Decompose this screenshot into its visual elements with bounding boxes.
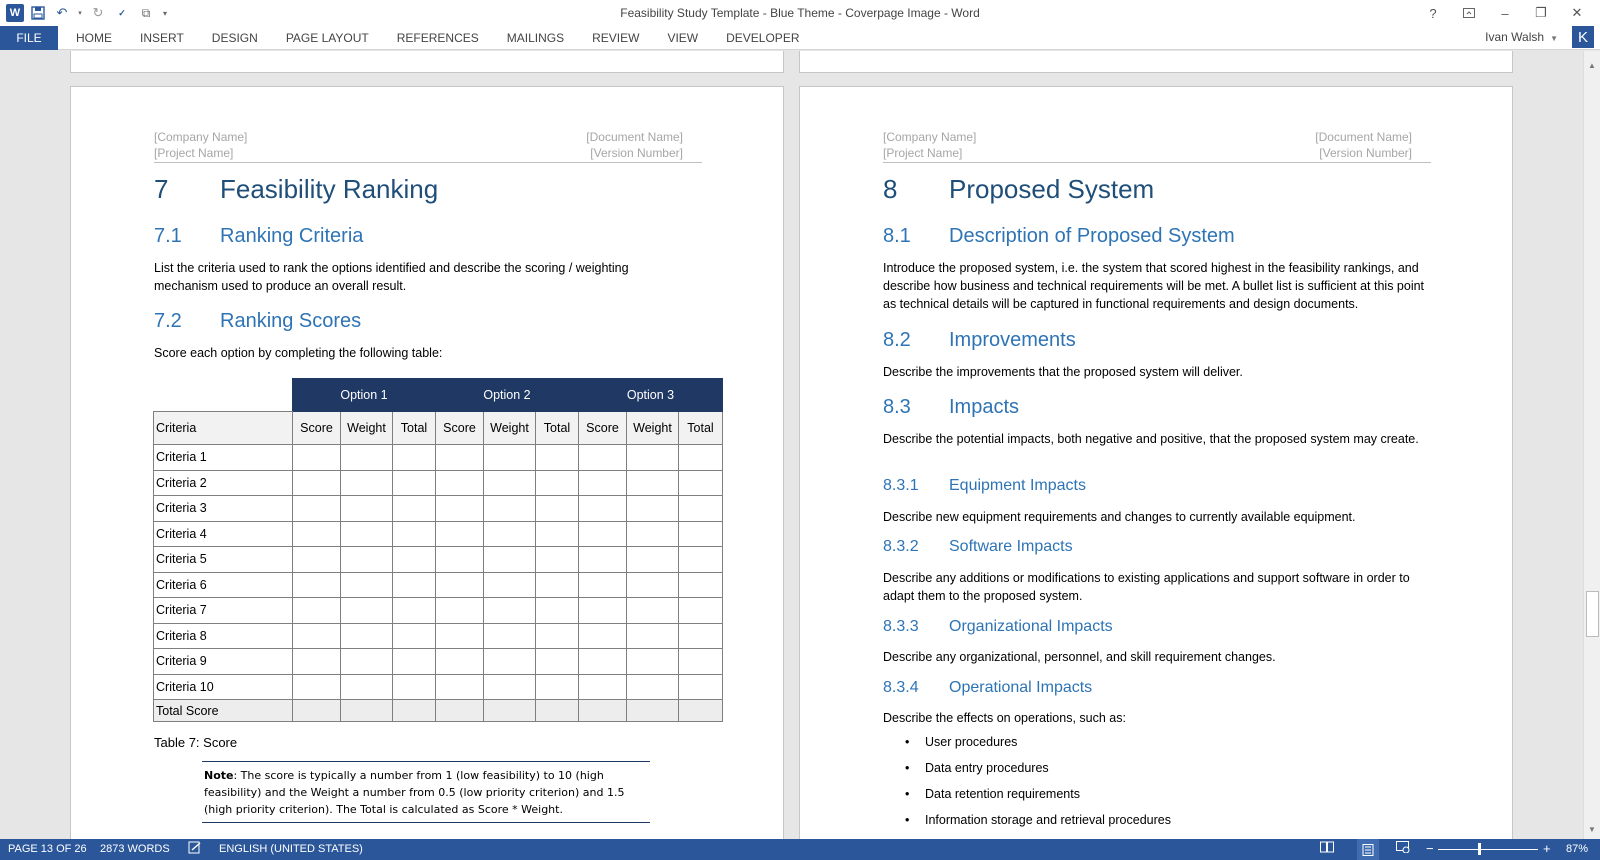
table-row <box>154 674 723 700</box>
heading-number: 8 <box>883 174 898 204</box>
table-row <box>154 547 723 573</box>
header-document: [Document Name] <box>586 130 683 144</box>
tab-mailings[interactable]: MAILINGS <box>506 31 565 45</box>
table-cell[interactable] <box>393 623 436 649</box>
table-cell[interactable] <box>579 445 627 471</box>
table-cell[interactable] <box>436 674 484 700</box>
table-cell[interactable] <box>536 674 579 700</box>
heading-number: 8.2 <box>883 329 911 351</box>
bullet-icon: • <box>905 787 910 801</box>
table-cell[interactable] <box>627 496 679 522</box>
title-bar <box>0 0 1600 26</box>
undo-icon[interactable]: ↶ <box>56 5 68 20</box>
list-item <box>905 735 1018 749</box>
table-cell[interactable] <box>579 623 627 649</box>
table-cell[interactable] <box>436 521 484 547</box>
redo-icon[interactable]: ↻ <box>92 5 104 20</box>
table-cell[interactable] <box>579 470 627 496</box>
table-cell[interactable] <box>393 598 436 624</box>
zoom-in-button[interactable]: + <box>1543 841 1551 856</box>
paragraph-8-3-1: Describe new equipment requirements and changes to currently available equipment. <box>883 510 1356 524</box>
criteria-label: Criteria 5 <box>154 547 293 573</box>
heading-8-3-4 <box>883 679 1092 697</box>
criteria-label: Criteria 4 <box>154 521 293 547</box>
paragraph-8-3-4: Describe the effects on operations, such as: <box>883 711 1126 725</box>
page-right[interactable] <box>799 86 1513 839</box>
bullet-icon: • <box>905 761 910 775</box>
table-cell[interactable] <box>484 598 536 624</box>
table-cell[interactable] <box>341 470 393 496</box>
heading-8-3 <box>883 396 1019 419</box>
header-version: [Version Number] <box>1319 146 1412 160</box>
heading-text: Proposed System <box>949 174 1155 204</box>
scroll-down-icon[interactable]: ▼ <box>1588 824 1596 834</box>
table-row <box>154 572 723 598</box>
table-cell[interactable] <box>393 547 436 573</box>
heading-8-3-1 <box>883 477 1086 495</box>
table-cell[interactable] <box>627 674 679 700</box>
window-title: Feasibility Study Template - Blue Theme - Coverpage Image - Word <box>620 6 980 20</box>
total-header: Total <box>536 412 579 445</box>
tab-references[interactable]: REFERENCES <box>396 31 479 45</box>
criteria-label: Criteria 3 <box>154 496 293 522</box>
heading-text: Software Impacts <box>949 538 1073 555</box>
list-item-text: Information storage and retrieval procedures <box>925 813 1171 827</box>
table-cell[interactable] <box>293 496 341 522</box>
table-cell[interactable] <box>341 649 393 675</box>
list-item-text: Data retention requirements <box>925 787 1080 801</box>
table-row <box>154 496 723 522</box>
table-cell[interactable] <box>536 521 579 547</box>
scrollbar-thumb[interactable] <box>1586 591 1599 637</box>
previous-page-right <box>799 51 1513 73</box>
option-3-header: Option 3 <box>579 379 723 412</box>
score-header: Score <box>579 412 627 445</box>
table-cell[interactable] <box>627 649 679 675</box>
table-cell[interactable] <box>341 598 393 624</box>
table-cell[interactable] <box>393 572 436 598</box>
heading-number: 8.3.1 <box>883 477 919 494</box>
table-cell[interactable] <box>436 572 484 598</box>
read-mode-icon[interactable] <box>1320 841 1334 856</box>
vertical-scrollbar[interactable] <box>1583 51 1600 839</box>
table-cell[interactable] <box>536 496 579 522</box>
zoom-out-button[interactable]: − <box>1426 841 1434 856</box>
table-cell[interactable] <box>627 521 679 547</box>
file-tab[interactable]: FILE <box>0 26 58 50</box>
header-document: [Document Name] <box>1315 130 1412 144</box>
heading-7-1 <box>154 225 363 248</box>
ranking-table[interactable] <box>153 378 723 722</box>
bullet-icon: • <box>905 813 910 827</box>
table-cell[interactable] <box>393 700 436 722</box>
table-cell[interactable] <box>484 674 536 700</box>
table-cell[interactable] <box>436 445 484 471</box>
undo-dropdown-icon[interactable]: ▾ <box>78 10 82 17</box>
criteria-label: Criteria 2 <box>154 470 293 496</box>
header-company: [Company Name] <box>883 130 977 144</box>
total-header: Total <box>679 412 723 445</box>
table-cell[interactable] <box>484 445 536 471</box>
table-cell[interactable] <box>484 521 536 547</box>
table-row <box>154 623 723 649</box>
table-cell[interactable] <box>679 623 723 649</box>
table-cell[interactable] <box>393 649 436 675</box>
table-cell[interactable] <box>679 649 723 675</box>
print-layout-view-icon[interactable] <box>1357 839 1379 860</box>
table-cell[interactable] <box>536 598 579 624</box>
list-item <box>905 761 1049 775</box>
user-name: Ivan Walsh <box>1485 30 1545 44</box>
table-row <box>154 598 723 624</box>
heading-7 <box>154 174 438 205</box>
header-company: [Company Name] <box>154 130 248 144</box>
weight-header: Weight <box>627 412 679 445</box>
chevron-down-icon: ▼ <box>1550 34 1558 43</box>
table-cell[interactable] <box>679 470 723 496</box>
document-area <box>0 51 1583 839</box>
table-cell[interactable] <box>341 496 393 522</box>
table-cell[interactable] <box>679 547 723 573</box>
criteria-label: Criteria 9 <box>154 649 293 675</box>
table-cell[interactable] <box>536 572 579 598</box>
heading-8 <box>883 174 1154 205</box>
table-cell[interactable] <box>293 674 341 700</box>
criteria-label: Criteria 8 <box>154 623 293 649</box>
option-1-header: Option 1 <box>293 379 436 412</box>
heading-8-3-3 <box>883 618 1113 636</box>
ribbon-display-options-icon[interactable] <box>1458 3 1480 23</box>
tab-home[interactable]: HOME <box>76 31 112 45</box>
table-cell[interactable] <box>341 445 393 471</box>
table-cell[interactable] <box>341 700 393 722</box>
heading-number: 8.3.4 <box>883 679 919 696</box>
heading-number: 7 <box>154 174 169 204</box>
table-cell[interactable] <box>536 445 579 471</box>
table-cell[interactable] <box>679 445 723 471</box>
table-cell[interactable] <box>341 547 393 573</box>
table-cell[interactable] <box>579 572 627 598</box>
restore-button[interactable]: ❐ <box>1535 5 1547 20</box>
heading-number: 7.1 <box>154 225 182 247</box>
heading-text: Equipment Impacts <box>949 477 1086 494</box>
table-cell[interactable] <box>293 623 341 649</box>
list-item-text: Data entry procedures <box>925 761 1049 775</box>
option-2-header: Option 2 <box>436 379 579 412</box>
table-cell[interactable] <box>484 572 536 598</box>
note-text: : The score is typically a number from 1 (low feasibility) to 10 (high feasibility) and the Weight a number from 0.5 (low priority criterion) and 1.5 (high priority criterion). The Total is calculated as Score * Weight. <box>204 769 625 816</box>
paragraph-8-3-2: Describe any additions or modifications to existing applications and support software in order to adapt them to the proposed system. <box>883 571 1410 603</box>
ribbon-tabs <box>62 26 813 50</box>
weight-header: Weight <box>484 412 536 445</box>
table-cell[interactable] <box>436 547 484 573</box>
page-indicator[interactable]: PAGE 13 OF 26 <box>8 843 87 855</box>
table-corner <box>154 379 293 412</box>
table-cell[interactable] <box>293 649 341 675</box>
table-cell[interactable] <box>393 445 436 471</box>
table-cell[interactable] <box>627 700 679 722</box>
table-cell[interactable] <box>436 623 484 649</box>
table-cell[interactable] <box>627 572 679 598</box>
heading-8-3-2 <box>883 538 1073 556</box>
previous-page-left <box>70 51 784 73</box>
table-cell[interactable] <box>293 521 341 547</box>
table-cell[interactable] <box>293 700 341 722</box>
total-header: Total <box>393 412 436 445</box>
zoom-level[interactable]: 87% <box>1566 843 1589 855</box>
minimize-button[interactable]: – <box>1501 5 1509 21</box>
table-cell[interactable] <box>679 521 723 547</box>
heading-7-2 <box>154 310 361 333</box>
list-item <box>905 813 1171 827</box>
help-icon[interactable]: ? <box>1429 5 1437 21</box>
criteria-label: Criteria 7 <box>154 598 293 624</box>
heading-8-2 <box>883 329 1076 352</box>
table-cell[interactable] <box>436 470 484 496</box>
tab-review[interactable]: REVIEW <box>592 31 640 45</box>
table-cell[interactable] <box>393 470 436 496</box>
criteria-label: Criteria 6 <box>154 572 293 598</box>
table-cell[interactable] <box>679 700 723 722</box>
table-cell[interactable] <box>627 547 679 573</box>
table-cell[interactable] <box>341 521 393 547</box>
spelling-check-icon[interactable]: ✓ <box>118 7 126 18</box>
zoom-slider[interactable] <box>1438 849 1538 850</box>
word-count[interactable]: 2873 WORDS <box>100 843 170 855</box>
heading-text: Improvements <box>949 329 1076 351</box>
table-cell[interactable] <box>679 598 723 624</box>
table-cell[interactable] <box>484 649 536 675</box>
table-cell[interactable] <box>579 521 627 547</box>
proofing-icon[interactable] <box>188 841 202 857</box>
heading-text: Ranking Criteria <box>220 225 364 247</box>
table-cell[interactable] <box>679 572 723 598</box>
heading-number: 7.2 <box>154 310 182 332</box>
table-cell[interactable] <box>293 470 341 496</box>
criteria-header: Criteria <box>154 412 293 445</box>
heading-text: Ranking Scores <box>220 310 362 332</box>
table-cell[interactable] <box>579 547 627 573</box>
table-cell[interactable] <box>536 649 579 675</box>
tab-developer[interactable]: DEVELOPER <box>726 31 800 45</box>
table-cell[interactable] <box>536 470 579 496</box>
note-label: Note <box>204 769 234 782</box>
table-cell[interactable] <box>293 445 341 471</box>
score-header: Score <box>293 412 341 445</box>
heading-number: 8.3.2 <box>883 538 919 555</box>
table-cell[interactable] <box>627 623 679 649</box>
table-cell[interactable] <box>436 700 484 722</box>
tab-page-layout[interactable]: PAGE LAYOUT <box>285 31 369 45</box>
criteria-label: Criteria 10 <box>154 674 293 700</box>
table-cell[interactable] <box>341 572 393 598</box>
table-cell[interactable] <box>393 674 436 700</box>
heading-number: 8.1 <box>883 225 911 247</box>
table-cell[interactable] <box>293 572 341 598</box>
paragraph-8-1: Introduce the proposed system, i.e. the system that scored highest in the feasibility rankings, and describe how business and technical requirements will be met. A bullet list is sufficient at this point as technical details will be captured in functional requirements and design documents. <box>883 261 1425 311</box>
list-item <box>905 787 1080 801</box>
table-cell[interactable] <box>579 598 627 624</box>
header-project: [Project Name] <box>154 146 234 160</box>
header-project: [Project Name] <box>883 146 963 160</box>
table-cell[interactable] <box>536 623 579 649</box>
status-bar <box>0 839 1600 860</box>
table-cell[interactable] <box>436 649 484 675</box>
table-cell[interactable] <box>436 598 484 624</box>
table-cell[interactable] <box>293 598 341 624</box>
heading-text: Impacts <box>949 396 1020 418</box>
language[interactable]: ENGLISH (UNITED STATES) <box>219 843 363 855</box>
word-logo-icon[interactable]: W <box>6 4 24 22</box>
heading-number: 8.3.3 <box>883 618 919 635</box>
table-cell[interactable] <box>579 496 627 522</box>
heading-text: Operational Impacts <box>949 679 1093 696</box>
tab-design[interactable]: DESIGN <box>211 31 258 45</box>
table-cell[interactable] <box>679 674 723 700</box>
tab-view[interactable]: VIEW <box>667 31 699 45</box>
header-divider <box>154 162 702 163</box>
table-cell[interactable] <box>393 496 436 522</box>
bullet-icon: • <box>905 735 910 749</box>
table-cell[interactable] <box>484 470 536 496</box>
table-row <box>154 521 723 547</box>
table-row <box>154 445 723 471</box>
header-divider <box>883 162 1431 163</box>
avatar[interactable]: K <box>1572 26 1594 48</box>
table-cell[interactable] <box>579 700 627 722</box>
print-layout-icon[interactable]: ⧉ <box>141 5 151 20</box>
close-button[interactable]: ✕ <box>1571 5 1583 20</box>
table-cell[interactable] <box>579 649 627 675</box>
list-item-text: User procedures <box>925 735 1018 749</box>
zoom-slider-thumb[interactable] <box>1478 843 1481 855</box>
header-version: [Version Number] <box>590 146 683 160</box>
criteria-label: Criteria 1 <box>154 445 293 471</box>
tab-insert[interactable]: INSERT <box>140 31 184 45</box>
table-row <box>154 649 723 675</box>
total-row <box>154 700 723 722</box>
heading-text: Organizational Impacts <box>949 618 1113 635</box>
table-cell[interactable] <box>341 674 393 700</box>
heading-text: Feasibility Ranking <box>220 174 439 204</box>
heading-number: 8.3 <box>883 396 911 418</box>
table-cell[interactable] <box>393 521 436 547</box>
table-cell[interactable] <box>536 700 579 722</box>
paragraph-8-3: Describe the potential impacts, both negative and positive, that the proposed system may create. <box>883 432 1419 446</box>
table-cell[interactable] <box>484 700 536 722</box>
table-cell[interactable] <box>679 496 723 522</box>
weight-header: Weight <box>341 412 393 445</box>
table-cell[interactable] <box>579 674 627 700</box>
web-layout-icon[interactable] <box>1396 841 1410 856</box>
heading-8-1 <box>883 225 1235 248</box>
paragraph-7-2: Score each option by completing the following table: <box>154 346 443 360</box>
table-row <box>154 470 723 496</box>
table-cell[interactable] <box>293 547 341 573</box>
table-caption: Table 7: Score <box>154 735 238 750</box>
table-cell[interactable] <box>536 547 579 573</box>
total-score-label: Total Score <box>154 700 293 722</box>
table-cell[interactable] <box>341 623 393 649</box>
table-cell[interactable] <box>484 496 536 522</box>
heading-text: Description of Proposed System <box>949 225 1235 247</box>
table-cell[interactable] <box>627 470 679 496</box>
table-cell[interactable] <box>627 598 679 624</box>
scroll-up-icon[interactable]: ▲ <box>1588 60 1596 70</box>
customize-qat-icon[interactable]: ▾ <box>162 8 167 18</box>
ribbon <box>0 26 1600 50</box>
user-account[interactable] <box>1485 30 1558 44</box>
table-cell[interactable] <box>627 445 679 471</box>
table-cell[interactable] <box>484 623 536 649</box>
paragraph-7-1: List the criteria used to rank the options identified and describe the scoring / weighting mechanism used to produce an overall result. <box>154 261 629 293</box>
table-cell[interactable] <box>436 496 484 522</box>
score-header: Score <box>436 412 484 445</box>
paragraph-8-2: Describe the improvements that the proposed system will deliver. <box>883 365 1243 379</box>
note-box <box>202 761 650 823</box>
paragraph-8-3-3: Describe any organizational, personnel, and skill requirement changes. <box>883 650 1276 664</box>
table-cell[interactable] <box>484 547 536 573</box>
